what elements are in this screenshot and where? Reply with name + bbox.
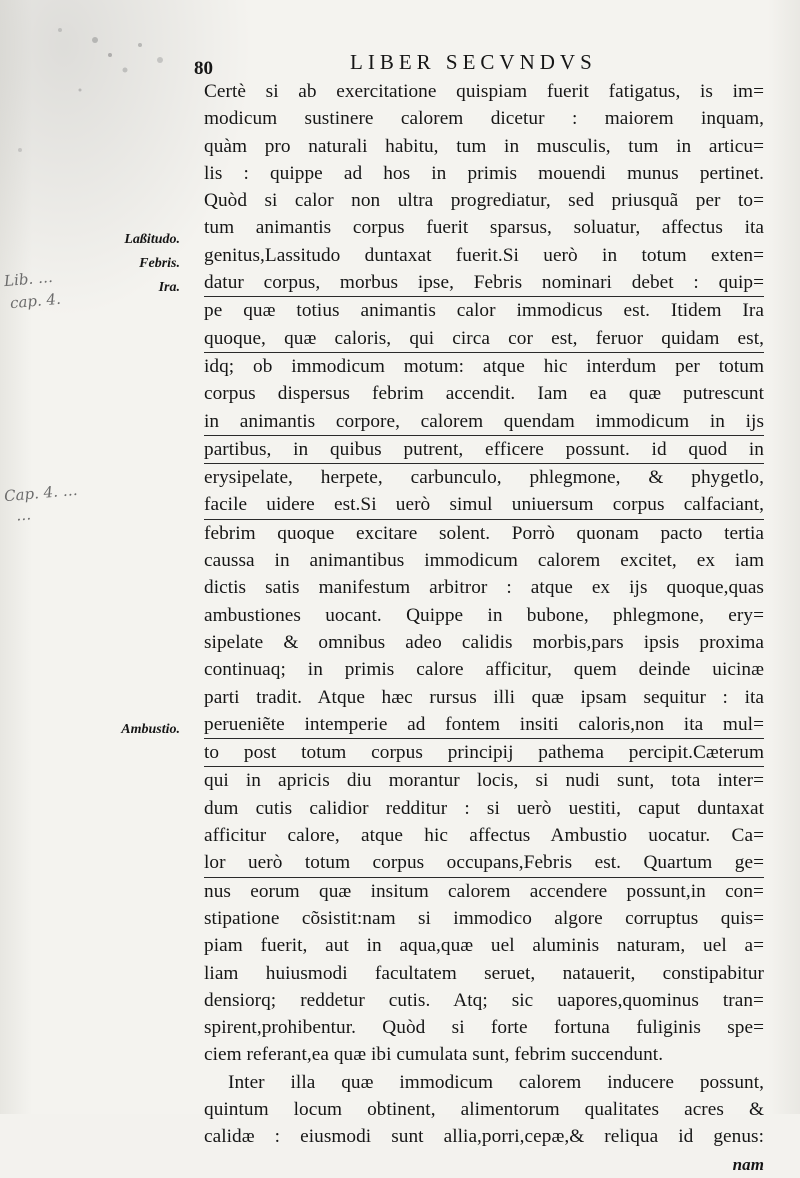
- text-line: Quòd si calor non ultra progrediatur, sed priusquã per to=: [204, 190, 764, 212]
- text-line: dictis satis manifestum arbitror : atque ex ijs quoque,quas: [204, 577, 764, 599]
- text-line: Certè si ab exercitatione quispiam fuerit fatigatus, is im=: [204, 81, 764, 102]
- text-line-underlined: partibus, in quibus putrent, efficere possunt. id quod in: [204, 436, 764, 464]
- text-line-underlined: lor uerò totum corpus occupans,Febris est. Quartum ge=: [204, 849, 764, 877]
- margin-note-ira: Ira.: [158, 280, 180, 295]
- text-line-underlined: datur corpus, morbus ipse, Febris nominari debet : quip=: [204, 269, 764, 297]
- text-line: caussa in animantibus immodicum calorem excitet, ex iam: [204, 550, 764, 572]
- text-line: densiorq; reddetur cutis. Atq; sic uapores,quominus tran=: [204, 989, 764, 1011]
- main-text-block: [204, 78, 764, 1178]
- text-line-paragraph-start: Inter illa quæ immodicum calorem inducere possunt,: [228, 1071, 764, 1093]
- text-line: genitus,Lassitudo duntaxat fuerit.Si uerò in totum exten=: [204, 244, 764, 266]
- running-head: LIBER SECVNDVS: [350, 50, 597, 74]
- text-line: afficitur calore, atque hic affectus Ambustio uocatur. Ca=: [204, 825, 764, 847]
- text-line-underlined: to post totum corpus principij pathema percipit.Cæterum: [204, 739, 764, 767]
- text-line: lis : quippe ad hos in primis mouendi munus pertinet.: [204, 162, 764, 184]
- catchword: nam: [732, 1154, 764, 1174]
- text-line: ciem referant,ea quæ ibi cumulata sunt, febrim succendunt.: [204, 1044, 664, 1066]
- handwritten-note: cap. 4.: [9, 289, 62, 313]
- text-line: quintum locum obtinent, alimentorum qualitates acres &: [204, 1098, 764, 1120]
- text-line: ambustiones uocant. Quippe in bubone, phlegmone, ery=: [204, 604, 764, 626]
- text-line: tum animantis corpus fuerit sparsus, soluatur, affectus ita: [204, 217, 764, 239]
- page-number: 80: [194, 58, 213, 79]
- text-line: dum cutis calidior redditur : si uerò uestiti, caput duntaxat: [204, 797, 764, 819]
- text-line: quàm pro naturali habitu, tum in musculis, tum in articu=: [204, 135, 764, 157]
- text-line: stipatione cõsistit:nam si immodico algore corruptus quis=: [204, 907, 764, 929]
- text-line-underlined: in animantis corpore, calorem quendam immodicum in ijs: [204, 408, 764, 436]
- text-line: spirent,prohibentur. Quòd si forte fortuna fuliginis spe=: [204, 1017, 764, 1039]
- text-line-underlined: perueniẽte intemperie ad fontem insiti caloris,non ita mul=: [204, 711, 764, 739]
- text-line: liam huiusmodi facultatem seruet, natauerit, constipabitur: [204, 962, 764, 984]
- text-line-underlined: quoque, quæ caloris, qui circa cor est, feruor quidam est,: [204, 325, 764, 353]
- margin-note-lassitudo: Laßitudo.: [124, 232, 180, 247]
- text-line-underlined: facile uidere est.Si uerò simul uniuersum corpus calfaciant,: [204, 491, 764, 519]
- margin-note-ambustio: Ambustio.: [121, 722, 180, 737]
- text-line: modicum sustinere calorem dicetur : maiorem inquam,: [204, 108, 764, 130]
- text-line: erysipelate, herpete, carbunculo, phlegmone, & phygetlo,: [204, 467, 764, 489]
- text-line: qui in apricis diu morantur locis, si nudi sunt, tota inter=: [204, 770, 764, 792]
- text-line: febrim quoque excitare solent. Porrò quonam pacto tertia: [204, 522, 764, 544]
- text-line: calidæ : eiusmodi sunt allia,porri,cepæ,& reliqua id genus:: [204, 1126, 764, 1148]
- text-line: idq; ob immodicum motum: atque hic interdum per totum: [204, 355, 764, 377]
- text-line: nus eorum quæ insitum calorem accendere possunt,in con=: [204, 880, 764, 902]
- text-line: parti tradit. Atque hæc rursus illi quæ ipsam sequitur : ita: [204, 686, 764, 708]
- text-line: piam fuerit, aut in aqua,quæ uel aluminis naturam, uel a=: [204, 935, 764, 957]
- handwritten-note: …: [15, 505, 32, 525]
- text-line: continuaq; in primis calore afficitur, quem deinde uicinæ: [204, 659, 764, 681]
- text-line: corpus dispersus febrim accendit. Iam ea quæ putrescunt: [204, 383, 764, 405]
- margin-note-febris: Febris.: [139, 256, 180, 271]
- text-line: pe quæ totius animantis calor immodicus est. Itidem Ira: [204, 300, 764, 322]
- text-line: sipelate & omnibus adeo calidis morbis,pars ipsis proxima: [204, 631, 764, 653]
- page-header: [190, 48, 770, 78]
- handwritten-note: Cap. 4. …: [3, 480, 79, 506]
- handwritten-note: Lib. …: [3, 267, 54, 291]
